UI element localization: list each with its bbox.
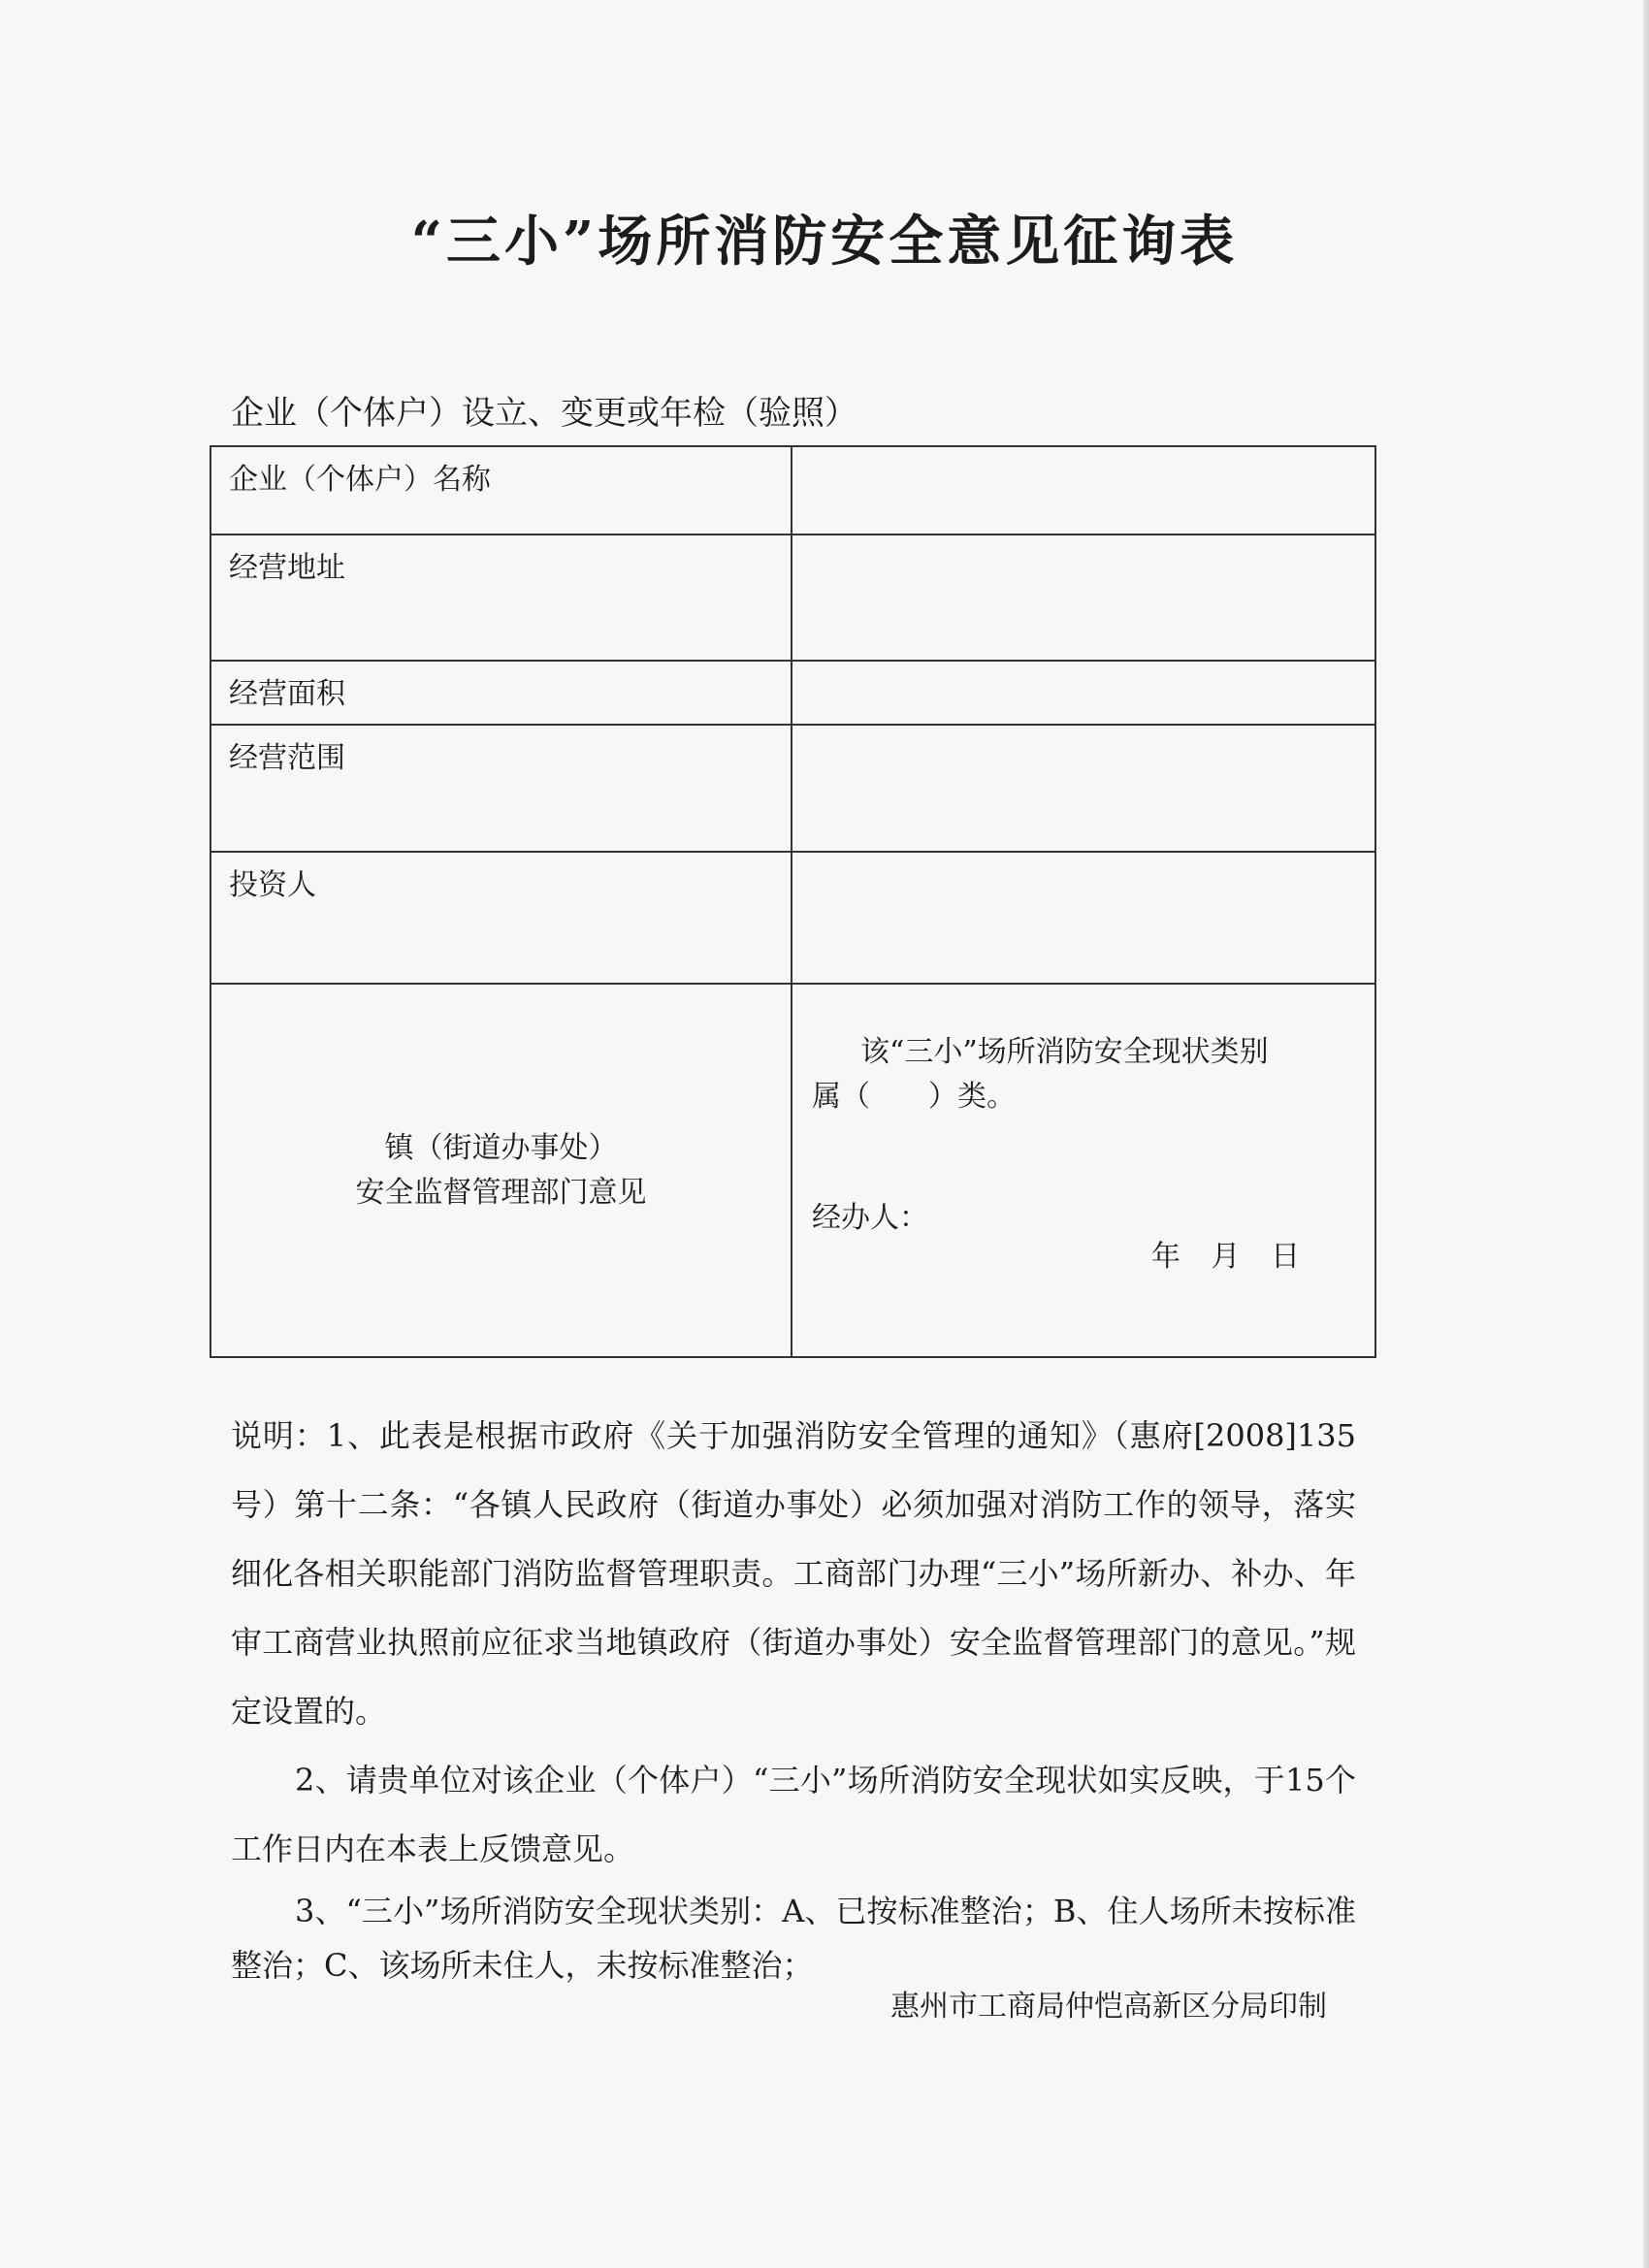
document-title: “三小”场所消防安全意见征询表 [410,210,1239,274]
table-row [210,725,1375,852]
page-edge [1643,0,1649,2268]
note-3: 3、“三小”场所消防安全现状类别：A、已按标准整治；B、住人场所未按标准整治；C、该场所未住人，未按标准整治； [231,1893,1356,1984]
business-area-field[interactable] [792,661,1375,725]
investor-field[interactable] [792,852,1375,984]
table-row [210,661,1375,725]
form-subtitle: 企业（个体户）设立、变更或年检（验照） [231,394,857,433]
printer-credit: 惠州市工商局仲恺高新区分局印制 [890,1990,1327,2024]
notes-section [231,1402,1356,1993]
table-row [210,446,1375,535]
label-cell [210,852,792,984]
department-opinion-label-cell [210,984,792,1357]
inquiry-form-table [210,445,1376,1358]
status-category-line1: 该“三小”场所消防安全现状类别 [860,1035,1269,1069]
note-1: 说明：1、此表是根据市政府《关于加强消防安全管理的通知》（惠府[2008]135号）第十二条：“各镇人民政府（街道办事处）必须加强对消防工作的领导，落实细化各相关职能部门消防监督管理职责。工商部门办理“三小”场所新办、补办、年审工商营业执照前应征求当地镇政府（街道办事处）安全监督管理部门的意见。”规定设置的。 [231,1417,1356,1730]
table-row [210,535,1375,661]
label-cell [210,661,792,725]
investor-label: 投资人 [229,868,316,902]
status-category-line2: 属（ ）类。 [812,1080,1016,1114]
department-line1: 镇（街道办事处） [384,1130,618,1165]
department-opinion-field[interactable] [792,984,1375,1357]
note-2: 2、请贵单位对该企业（个体户）“三小”场所消防安全现状如实反映，于15个工作日内在本表上反馈意见。 [231,1762,1356,1867]
label-cell [210,446,792,535]
business-scope-label: 经营范围 [229,741,345,775]
label-cell [210,725,792,852]
business-address-label: 经营地址 [229,551,345,585]
business-address-field[interactable] [792,535,1375,661]
department-line2: 安全监督管理部门意见 [355,1175,647,1210]
business-area-label: 经营面积 [229,677,345,711]
date-label: 年 月 日 [1151,1240,1301,1274]
enterprise-name-field[interactable] [792,446,1375,535]
handler-label: 经办人： [812,1201,928,1235]
enterprise-name-label: 企业（个体户）名称 [229,463,491,497]
label-cell [210,535,792,661]
table-row [210,984,1375,1357]
business-scope-field[interactable] [792,725,1375,852]
table-row [210,852,1375,984]
